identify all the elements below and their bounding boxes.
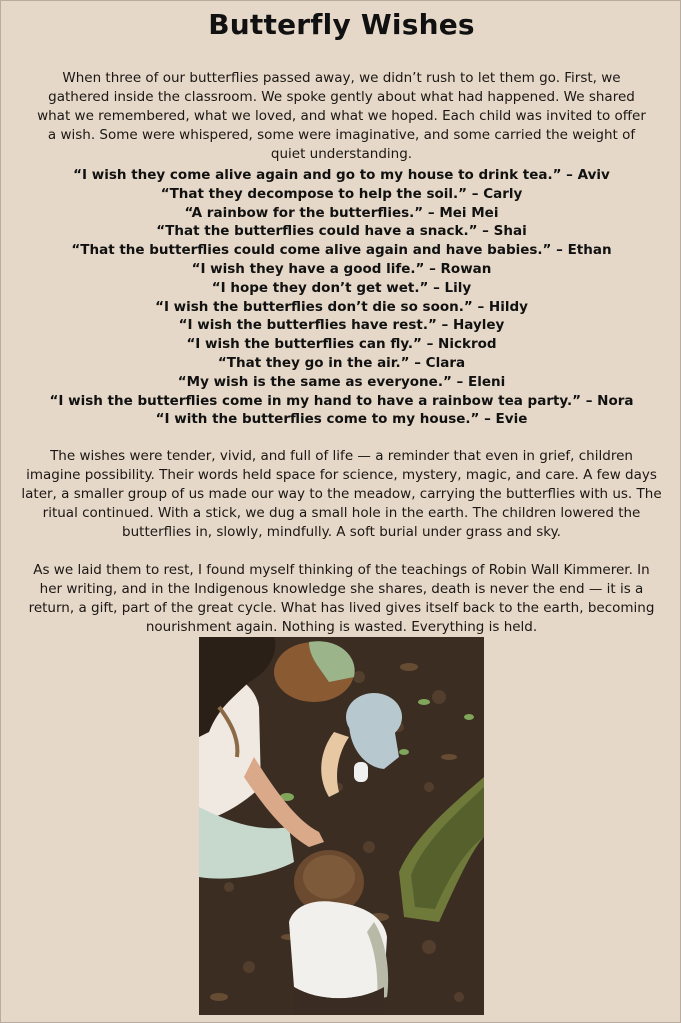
kimmerer-paragraph: As we laid them to rest, I found myself thinking of the teachings of Robin Wall Kimmerer. In her writing, and in the Indigenous knowledge she shares, death is never the end — it is a return, a gift, part of the great cycle. What has lived gives itself back to the earth, becoming nourishment again. Nothing is wasted. Everything is held. (28, 562, 655, 635)
wish-item: “That the butterflies could have a snack.” – Shai (156, 223, 527, 240)
wish-item: “I with the butterflies come to my house.” – Evie (155, 411, 528, 428)
burial-photo-illustration (199, 637, 484, 1015)
intro-paragraph: When three of our butterflies passed away, we didn’t rush to let them go. First, we gathered inside the classroom. We spoke gently about what had happened. We shared what we remembered, what we loved, and what we hoped. Each child was invited to offer a wish. Some were whispered, some were imaginative, and some carried the weight of quiet understanding. (37, 69, 646, 162)
page-title: Butterfly Wishes (208, 8, 475, 41)
wish-item: “That the butterflies could come alive again and have babies.” – Ethan (71, 242, 612, 259)
wish-item: “I wish they come alive again and go to my house to drink tea.” – Aviv (73, 167, 610, 183)
wish-item: “I wish the butterflies come in my hand to have a rainbow tea party.” – Nora (49, 392, 634, 409)
wish-item: “I wish the butterflies don’t die so soon.” – Hildy (155, 298, 528, 315)
wish-item: “That they go in the air.” – Clara (217, 354, 466, 371)
wish-item: “My wish is the same as everyone.” – Eleni (177, 373, 506, 390)
wish-item: “I wish the butterflies have rest.” – Hayley (178, 317, 505, 334)
burial-photo (199, 637, 484, 1015)
wish-item: “That they decompose to help the soil.” – Carly (160, 185, 523, 202)
reflection-paragraph: The wishes were tender, vivid, and full of life — a reminder that even in grief, children imagine possibility. Their words held space for science, mystery, magic, and care. A few days later, a smaller group of us made our way to the meadow, carrying the butterflies with us. The ritual continued. With a stick, we dug a small hole in the earth. The children lowered the butterflies in, slowly, mindfully. A soft burial under grass and sky. (21, 448, 662, 540)
wish-item: “I wish the butterflies can fly.” – Nickrod (186, 336, 497, 353)
wishes-list (21, 166, 662, 429)
wish-item: “I hope they don’t get wet.” – Lily (211, 279, 472, 296)
wish-item: “I wish they have a good life.” – Rowan (191, 260, 492, 277)
wish-item: “A rainbow for the butterflies.” – Mei Mei (184, 204, 499, 221)
